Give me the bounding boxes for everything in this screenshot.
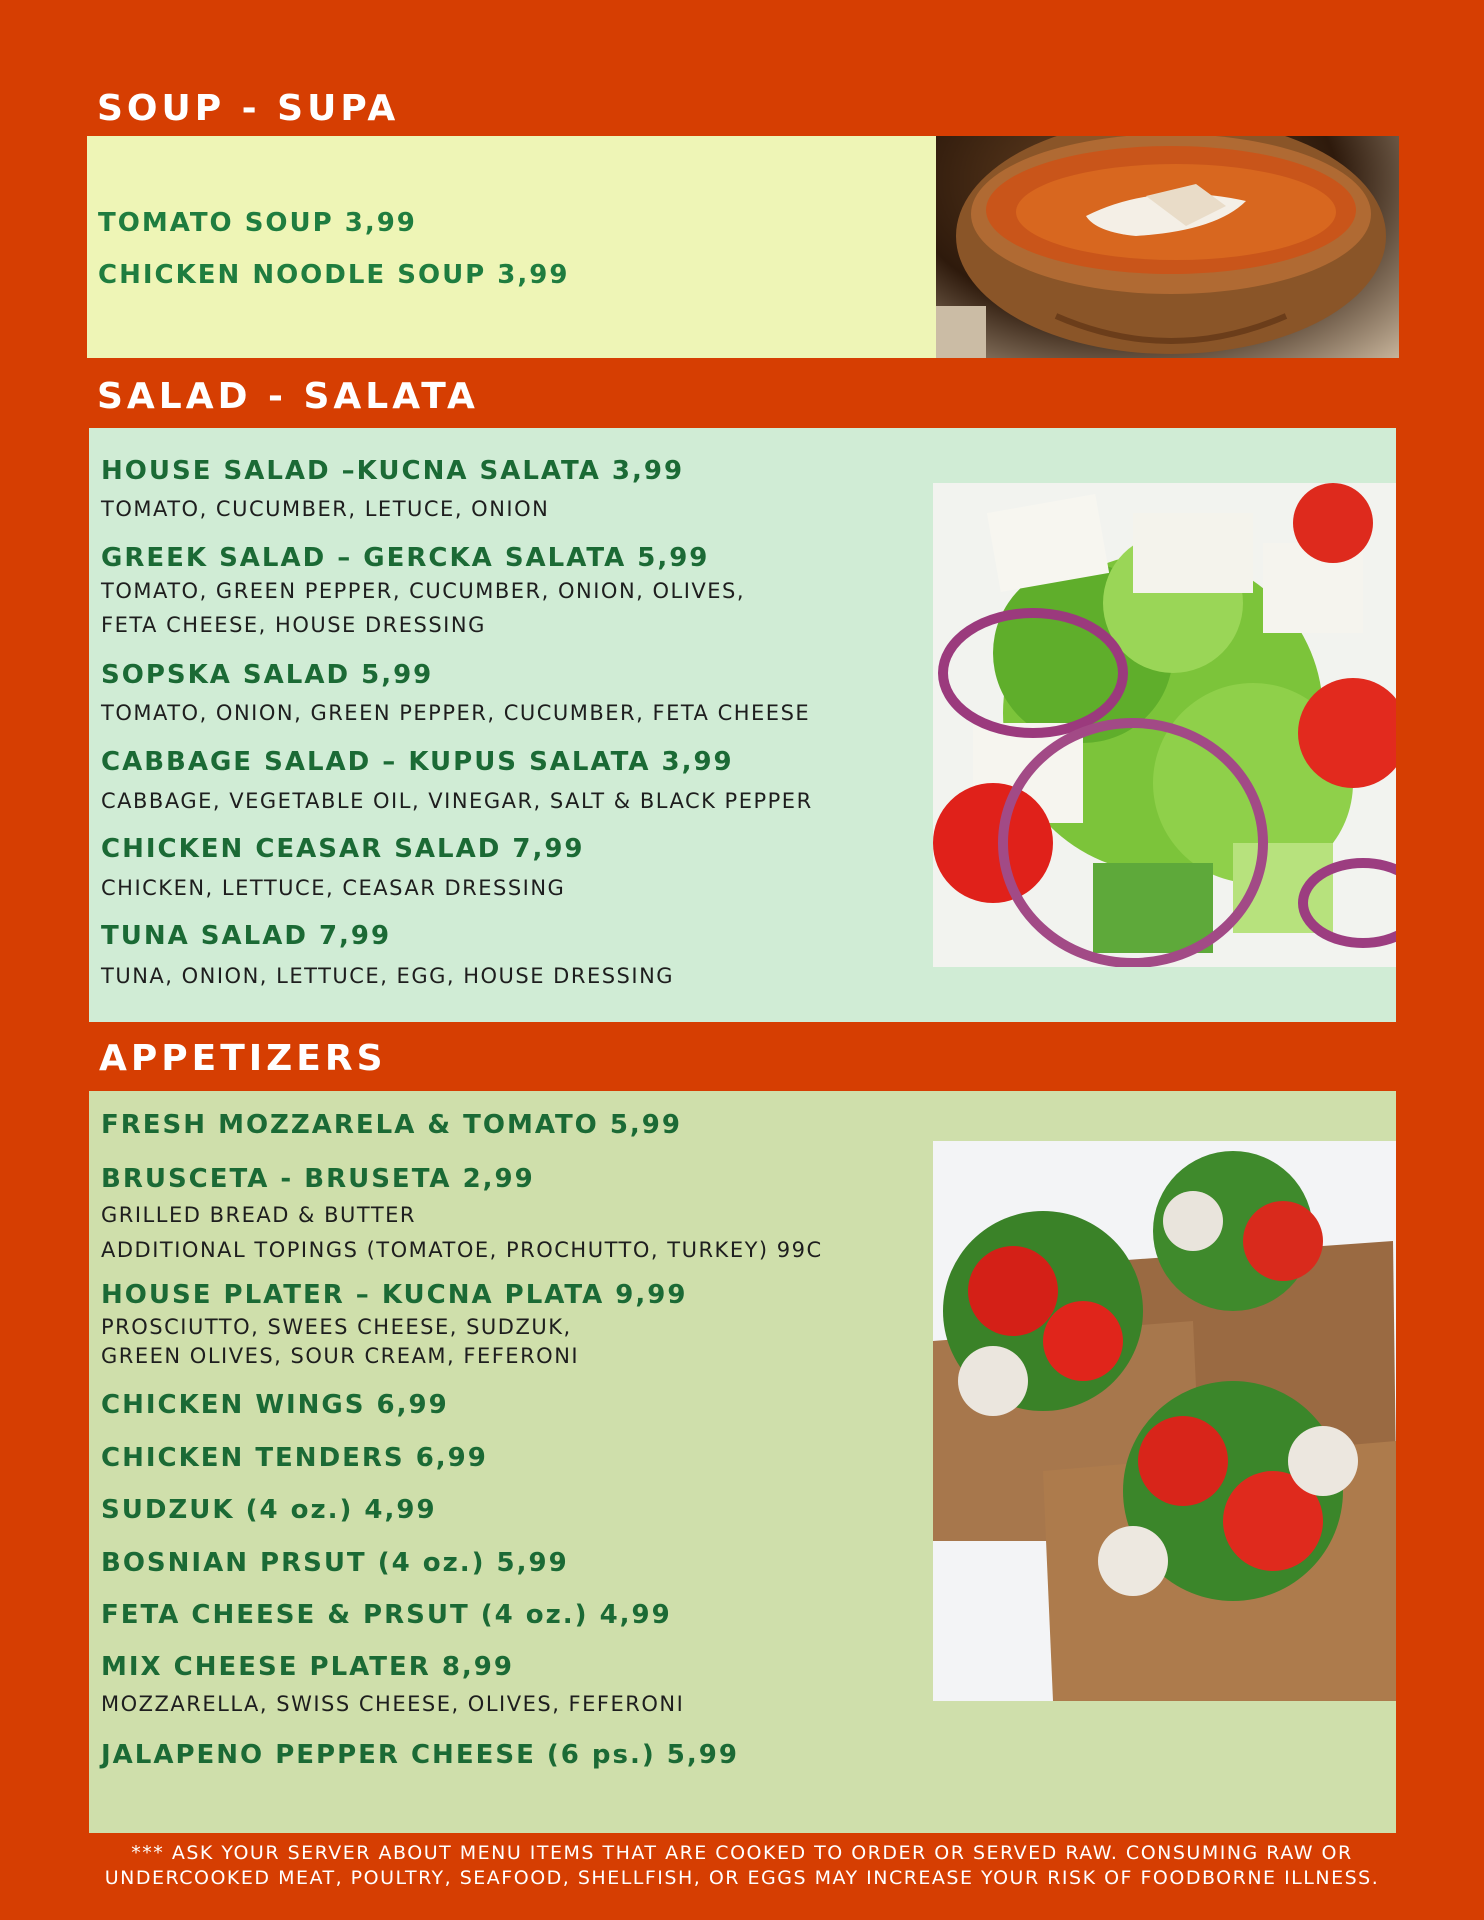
- menu-item-description: GRILLED BREAD & BUTTER: [101, 1203, 417, 1227]
- menu-item-description: TOMATO, GREEN PEPPER, CUCUMBER, ONION, OLIVES,: [101, 579, 746, 603]
- menu-item-name: SUDZUK (4 oz.) 4,99: [101, 1495, 437, 1525]
- soup-section-title: SOUP - SUPA: [97, 88, 400, 129]
- menu-item-name: JALAPENO PEPPER CHEESE (6 ps.) 5,99: [101, 1740, 739, 1770]
- bruschetta-photo: [933, 1141, 1396, 1701]
- menu-item-description: CHICKEN, LETTUCE, CEASAR DRESSING: [101, 876, 566, 900]
- menu-item-description: MOZZARELLA, SWISS CHEESE, OLIVES, FEFERONI: [101, 1692, 685, 1716]
- food-safety-disclaimer: *** ASK YOUR SERVER ABOUT MENU ITEMS THAT ARE COOKED TO ORDER OR SERVED RAW. CONSUMING RAW OR: [131, 1842, 1353, 1864]
- soup-bowl-photo: [936, 136, 1399, 358]
- soup-panel: [87, 136, 936, 358]
- menu-item-name: HOUSE SALAD –KUCNA SALATA 3,99: [101, 456, 685, 486]
- menu-item-name: FRESH MOZZARELA & TOMATO 5,99: [101, 1110, 682, 1140]
- menu-item-name: CHICKEN CEASAR SALAD 7,99: [101, 834, 585, 864]
- menu-item-name: FETA CHEESE & PRSUT (4 oz.) 4,99: [101, 1600, 672, 1630]
- menu-item-description: FETA CHEESE, HOUSE DRESSING: [101, 613, 486, 637]
- menu-item-name: TUNA SALAD 7,99: [101, 921, 392, 951]
- menu-item-name: MIX CHEESE PLATER 8,99: [101, 1652, 514, 1682]
- food-safety-disclaimer: UNDERCOOKED MEAT, POULTRY, SEAFOOD, SHELLFISH, OR EGGS MAY INCREASE YOUR RISK OF FOODBORNE ILLNESS.: [104, 1867, 1380, 1889]
- menu-item-description: TUNA, ONION, LETTUCE, EGG, HOUSE DRESSING: [101, 964, 675, 988]
- menu-item-name: SOPSKA SALAD 5,99: [101, 660, 434, 690]
- menu-item-description: TOMATO, ONION, GREEN PEPPER, CUCUMBER, FETA CHEESE: [101, 701, 811, 725]
- salad-photo: [933, 483, 1396, 967]
- menu-item-name: BRUSCETA - BRUSETA 2,99: [101, 1164, 535, 1194]
- salad-section-title: SALAD - SALATA: [97, 376, 479, 417]
- menu-item-name: BOSNIAN PRSUT (4 oz.) 5,99: [101, 1548, 569, 1578]
- menu-item-description: PROSCIUTTO, SWEES CHEESE, SUDZUK,: [101, 1315, 572, 1339]
- menu-item-name: CHICKEN WINGS 6,99: [101, 1390, 449, 1420]
- menu-item-name: TOMATO SOUP 3,99: [98, 208, 417, 238]
- menu-item-name: CHICKEN NOODLE SOUP 3,99: [98, 260, 570, 290]
- menu-item-name: HOUSE PLATER – KUCNA PLATA 9,99: [101, 1280, 688, 1310]
- menu-item-description: ADDITIONAL TOPINGS (TOMATOE, PROCHUTTO, TURKEY) 99C: [101, 1238, 823, 1262]
- menu-item-name: CHICKEN TENDERS 6,99: [101, 1443, 488, 1473]
- menu-item-name: CABBAGE SALAD – KUPUS SALATA 3,99: [101, 747, 734, 777]
- menu-item-description: CABBAGE, VEGETABLE OIL, VINEGAR, SALT & BLACK PEPPER: [101, 789, 813, 813]
- appetizers-section-title: APPETIZERS: [99, 1038, 387, 1079]
- menu-item-description: TOMATO, CUCUMBER, LETUCE, ONION: [101, 497, 550, 521]
- menu-item-description: GREEN OLIVES, SOUR CREAM, FEFERONI: [101, 1344, 580, 1368]
- menu-item-name: GREEK SALAD – GERCKA SALATA 5,99: [101, 543, 710, 573]
